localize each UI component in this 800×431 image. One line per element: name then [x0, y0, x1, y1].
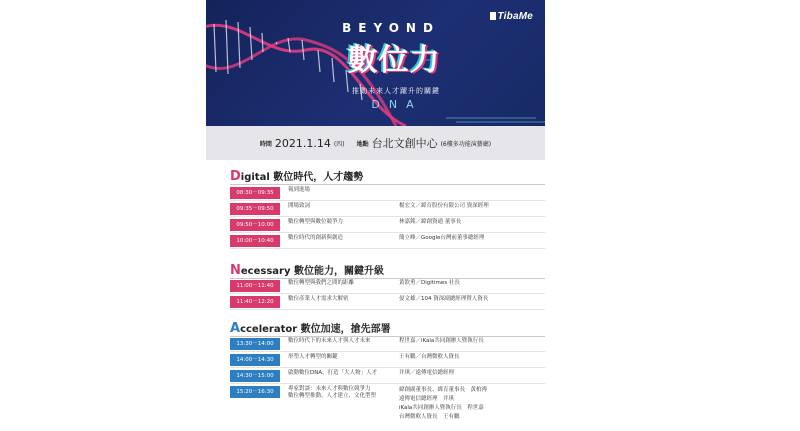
time-badge: 14:30－15:00	[230, 370, 280, 382]
event-weekday: (四)	[333, 140, 345, 148]
agenda-speaker: 緯創副董事長、緯育董事長 黃柏漙 遠傳電信總經理 井琪 iKala共同創辦人暨執行長 程世嘉 台灣微軟人資長 王有鵬	[399, 387, 488, 420]
agenda-row	[206, 295, 545, 310]
event-info-bar	[206, 126, 545, 160]
agenda-topic: 報到進場	[288, 187, 311, 193]
agenda-topic: 形塑人才轉型的關鍵	[288, 354, 338, 360]
agenda-speaker: 林嘉銘／緯創資通 董事長	[399, 219, 462, 225]
agenda-speaker: 黃欽勇／Digitimes 社長	[399, 280, 460, 286]
agenda-row	[206, 202, 545, 217]
agenda-row	[206, 234, 545, 249]
event-tagline: 推動未來人才躍升的關鍵	[352, 87, 440, 95]
agenda-row	[206, 337, 545, 352]
event-title: 數位力	[347, 43, 441, 78]
agenda-speaker: 楊宏文／緯育股份有限公司 資深經理	[399, 203, 489, 209]
time-label: 時間	[259, 140, 272, 148]
agenda-topic: 數位產業人才需求大解密	[288, 296, 349, 302]
event-date: 2021.1.14	[274, 136, 331, 150]
time-badge: 09:50－10:00	[230, 219, 280, 231]
agenda-row	[206, 369, 545, 384]
agenda-topic: 開場致詞	[288, 203, 311, 209]
venue-note: (6樓多功能演藝廳)	[440, 140, 492, 148]
time-badge: 14:00－14:30	[230, 354, 280, 366]
agenda-speaker: 王有鵬／台灣微軟人資長	[399, 354, 460, 360]
agenda-topic: 數位轉型與我們之間的距離	[288, 280, 355, 286]
agenda-topic: 專家對談：未來人才與數位競爭力 數位轉型推動、人才建立、文化型塑	[288, 386, 377, 399]
agenda-speaker: 程世嘉／iKala共同創辦人暨執行長	[399, 338, 484, 344]
time-badge: 13:30－14:00	[230, 338, 280, 350]
agenda-row	[206, 279, 545, 294]
tibame-logo: TibaMe	[490, 11, 533, 22]
time-badge: 15:20－16:30	[230, 386, 280, 398]
agenda-row	[206, 353, 545, 368]
time-badge: 11:00－11:40	[230, 280, 280, 292]
beyond-heading: BEYOND	[342, 21, 440, 35]
agenda-row	[206, 186, 545, 201]
agenda-row	[206, 385, 545, 431]
event-poster	[206, 0, 545, 431]
agenda-topic: 數位轉型與數位競爭力	[288, 219, 344, 225]
agenda-topic: 數位時代下的未來人才與人才未來	[288, 338, 371, 344]
dna-word: DNA	[371, 98, 423, 111]
agenda-topic: 啟動數位DNA，打造「大人物」人才	[288, 370, 378, 376]
event-venue: 台北文創中心	[371, 137, 438, 150]
time-badge: 09:35－09:50	[230, 203, 280, 215]
time-badge: 08:30－09:35	[230, 187, 280, 199]
section-title: Necessary 數位能力，關鍵升級	[230, 263, 384, 278]
time-badge: 10:00－10:40	[230, 235, 280, 247]
hero-banner	[206, 0, 545, 126]
section-title: Accelerator 數位加速，搶先部署	[230, 321, 391, 336]
section-title: Digital 數位時代，人才趨勢	[230, 169, 364, 184]
place-label: 地點	[356, 140, 369, 148]
agenda-speaker: 井琪／遠傳電信總經理	[399, 370, 455, 376]
agenda-topic: 數位時代的創新與創造	[288, 235, 344, 241]
agenda-speaker: 簡立峰／Google台灣前董事總經理	[399, 235, 485, 241]
time-badge: 11:40－12:20	[230, 296, 280, 308]
agenda-speaker: 晏文雄／104 資深副總經理暨人資長	[399, 296, 489, 302]
agenda-row	[206, 218, 545, 233]
